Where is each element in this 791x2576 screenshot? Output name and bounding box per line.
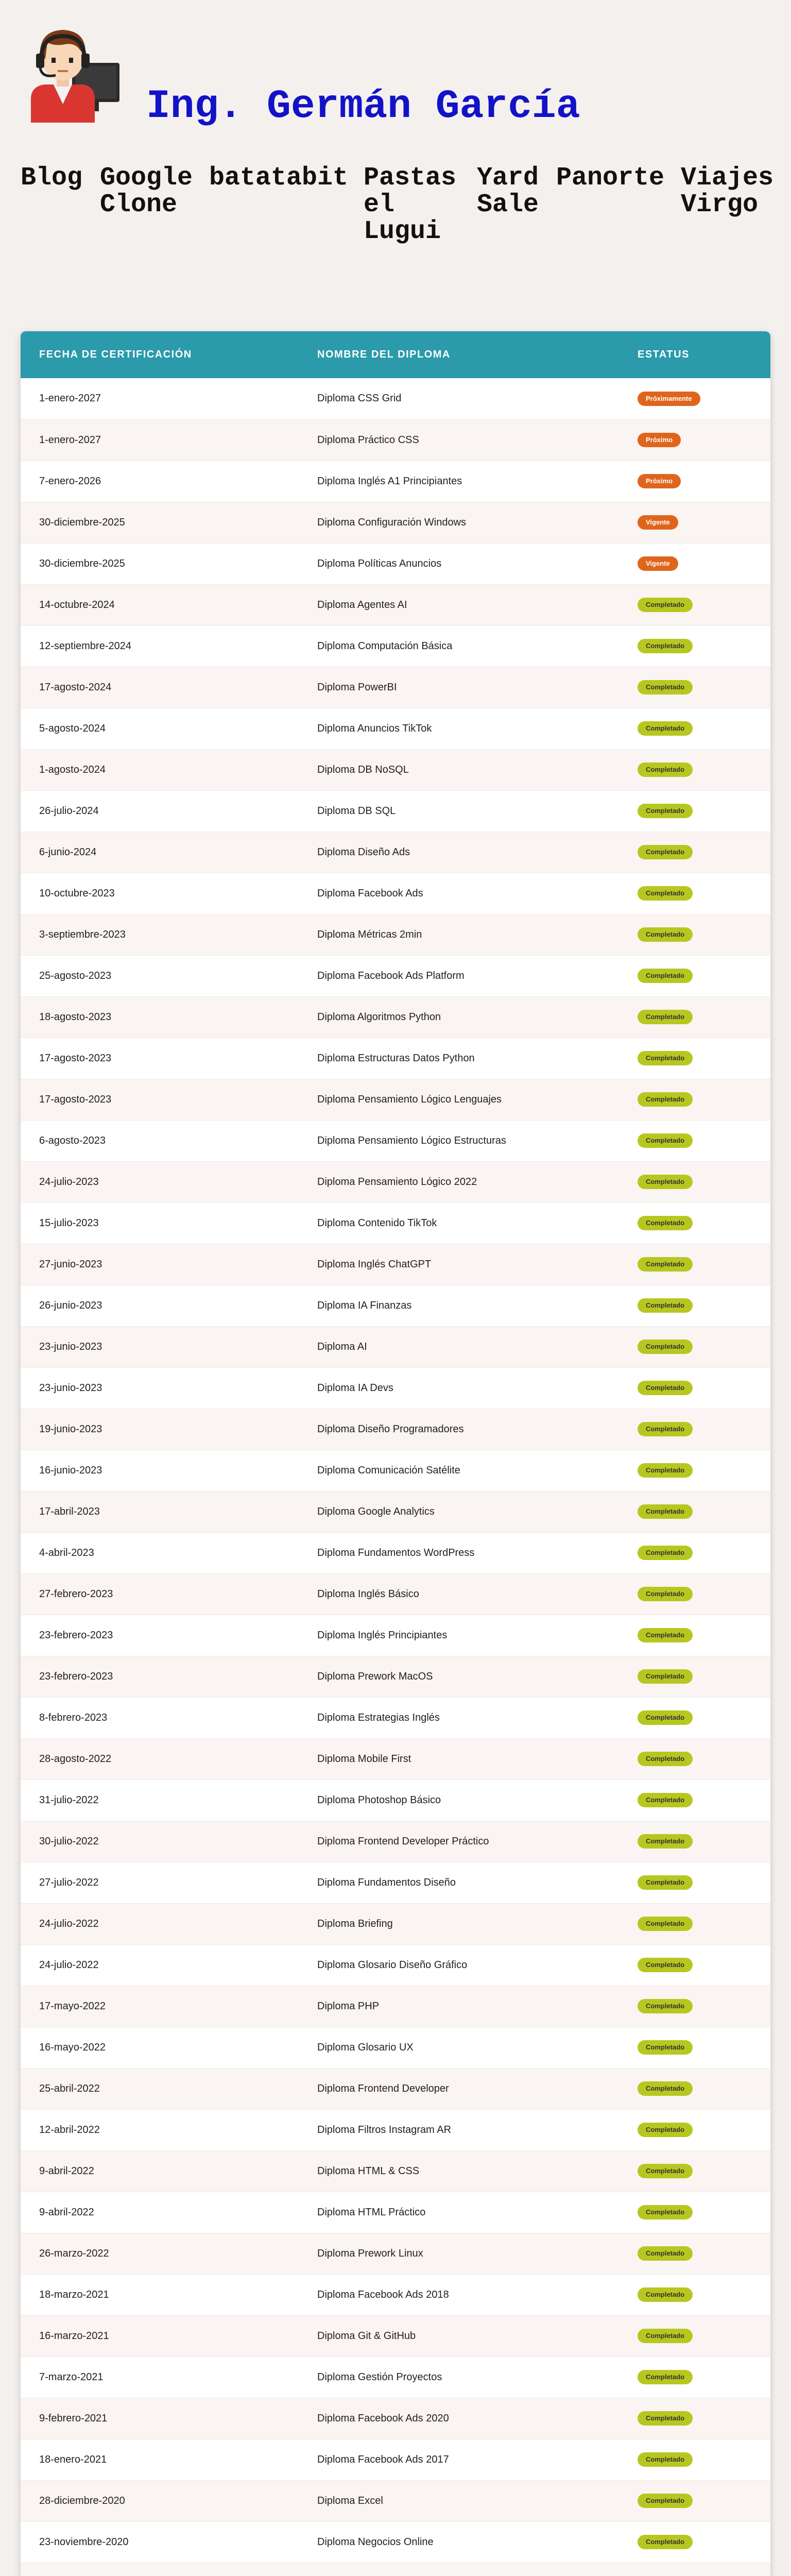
cell-status	[619, 996, 770, 1038]
status-badge: Completado	[638, 598, 693, 612]
status-badge: Completado	[638, 1504, 693, 1519]
table-row	[21, 1450, 770, 1491]
cell-diploma: Diploma Algoritmos Python	[299, 996, 619, 1038]
cell-diploma: Diploma AI	[299, 1326, 619, 1367]
cell-diploma: Diploma Estrategias Inglés	[299, 1697, 619, 1738]
table-row	[21, 543, 770, 584]
table-row	[21, 1780, 770, 1821]
site-header	[0, 0, 791, 309]
table-row	[21, 1656, 770, 1697]
cell-date	[21, 2563, 299, 2576]
table-row	[21, 832, 770, 873]
cell-diploma: Diploma Facebook Ads 2017	[299, 2439, 619, 2480]
cell-diploma: Diploma Facebook Ads Platform	[299, 955, 619, 996]
status-badge: Completado	[638, 886, 693, 901]
cell-diploma: Diploma Inglés A1 Principiantes	[299, 461, 619, 502]
cell-status	[619, 1244, 770, 1285]
cell-status	[619, 1697, 770, 1738]
status-badge: Completado	[638, 969, 693, 983]
status-badge: Completado	[638, 1216, 693, 1230]
cell-date: 30-diciembre-2025	[21, 543, 299, 584]
table-row	[21, 1409, 770, 1450]
cell-date: 23-junio-2023	[21, 1326, 299, 1367]
cell-status	[619, 419, 770, 461]
cell-date: 30-diciembre-2025	[21, 502, 299, 543]
cell-diploma: Diploma Frontend Developer	[299, 2068, 619, 2109]
main-nav	[0, 165, 791, 268]
cell-date: 16-junio-2023	[21, 1450, 299, 1491]
cell-status	[619, 2563, 770, 2576]
table-row	[21, 1491, 770, 1532]
table-row	[21, 625, 770, 667]
table-row	[21, 955, 770, 996]
status-badge: Completado	[638, 804, 693, 818]
cell-date: 16-mayo-2022	[21, 2027, 299, 2068]
table-row	[21, 378, 770, 419]
cell-status	[619, 1038, 770, 1079]
cell-date: 17-agosto-2023	[21, 1038, 299, 1079]
status-badge: Completado	[638, 2452, 693, 2467]
cell-diploma: Diploma Políticas Anuncios	[299, 543, 619, 584]
cell-status	[619, 1202, 770, 1244]
table-row	[21, 1120, 770, 1161]
cell-status	[619, 873, 770, 914]
table-row	[21, 1202, 770, 1244]
nav-link-blog[interactable]: Blog	[21, 163, 83, 193]
cell-status	[619, 2521, 770, 2563]
cell-status	[619, 1780, 770, 1821]
cell-status	[619, 914, 770, 955]
cell-status	[619, 2274, 770, 2315]
cell-date: 1-enero-2027	[21, 419, 299, 461]
status-badge: Completado	[638, 2329, 693, 2343]
cell-date: 23-febrero-2023	[21, 1656, 299, 1697]
status-badge: Completado	[638, 1628, 693, 1642]
cell-date: 30-julio-2022	[21, 1821, 299, 1862]
status-badge: Completado	[638, 1752, 693, 1766]
table-row	[21, 1821, 770, 1862]
cell-date: 15-julio-2023	[21, 1202, 299, 1244]
cell-date: 26-junio-2023	[21, 1285, 299, 1326]
cell-status	[619, 1821, 770, 1862]
cell-status	[619, 502, 770, 543]
cell-status	[619, 1326, 770, 1367]
cell-diploma: Diploma Prework MacOS	[299, 1656, 619, 1697]
table-row	[21, 2563, 770, 2576]
cell-diploma: Diploma Configuración Windows	[299, 502, 619, 543]
status-badge: Completado	[638, 2123, 693, 2137]
status-badge: Completado	[638, 1875, 693, 1890]
table-row	[21, 1697, 770, 1738]
status-badge: Próximamente	[638, 392, 700, 406]
status-badge: Completado	[638, 1834, 693, 1849]
status-badge: Completado	[638, 680, 693, 694]
cell-date: 31-julio-2022	[21, 1780, 299, 1821]
table-row	[21, 1573, 770, 1615]
cell-date: 3-septiembre-2023	[21, 914, 299, 955]
status-badge: Completado	[638, 1958, 693, 1972]
status-badge: Vigente	[638, 515, 678, 530]
status-badge: Completado	[638, 1710, 693, 1725]
cell-diploma: Diploma Inglés ChatGPT	[299, 1244, 619, 1285]
cell-status	[619, 2357, 770, 2398]
cell-date: 8-febrero-2023	[21, 1697, 299, 1738]
cell-status	[619, 1079, 770, 1120]
cell-status	[619, 1532, 770, 1573]
cell-diploma: Diploma Facebook Ads	[299, 873, 619, 914]
cell-date: 12-abril-2022	[21, 2109, 299, 2150]
nav-link-batatabit[interactable]: batatabit	[209, 163, 349, 193]
table-row	[21, 1038, 770, 1079]
status-badge: Completado	[638, 845, 693, 859]
cell-diploma: Diploma Briefing	[299, 1903, 619, 1944]
status-badge: Vigente	[638, 556, 678, 571]
cell-diploma: Diploma Comunicación Satélite	[299, 1450, 619, 1491]
status-badge: Completado	[638, 1917, 693, 1931]
cell-date: 18-agosto-2023	[21, 996, 299, 1038]
cell-diploma: Diploma Facebook Ads 2018	[299, 2274, 619, 2315]
cell-date: 18-marzo-2021	[21, 2274, 299, 2315]
cell-diploma: Diploma Glosario Diseño Gráfico	[299, 1944, 619, 1986]
status-badge: Completado	[638, 1257, 693, 1272]
table-row	[21, 2274, 770, 2315]
table-row	[21, 1738, 770, 1780]
cell-diploma: Diploma Inglés Básico	[299, 1573, 619, 1615]
table-header-row	[21, 331, 770, 378]
cell-status	[619, 667, 770, 708]
cell-date: 25-agosto-2023	[21, 955, 299, 996]
cell-date: 23-febrero-2023	[21, 1615, 299, 1656]
cell-status	[619, 1656, 770, 1697]
status-badge: Completado	[638, 1381, 693, 1395]
cell-status	[619, 2398, 770, 2439]
status-badge: Completado	[638, 2040, 693, 2055]
table-row	[21, 749, 770, 790]
cell-diploma: Diploma Fundamentos Diseño	[299, 1862, 619, 1903]
status-badge: Completado	[638, 1298, 693, 1313]
cell-status	[619, 1367, 770, 1409]
cell-date: 6-junio-2024	[21, 832, 299, 873]
cell-date: 17-agosto-2024	[21, 667, 299, 708]
status-badge: Completado	[638, 2370, 693, 2384]
cell-status	[619, 2068, 770, 2109]
cell-diploma: Diploma CSS Grid	[299, 378, 619, 419]
table-row	[21, 2233, 770, 2274]
cell-diploma: Diploma Anuncios TikTok	[299, 708, 619, 749]
status-badge: Completado	[638, 2535, 693, 2549]
table-row	[21, 2521, 770, 2563]
cell-date: 6-agosto-2023	[21, 1120, 299, 1161]
table-row	[21, 502, 770, 543]
cell-diploma: Diploma Prework Linux	[299, 2233, 619, 2274]
cell-diploma: Diploma Computación Básica	[299, 625, 619, 667]
cell-diploma: Diploma Pensamiento Lógico Lenguajes	[299, 1079, 619, 1120]
cell-diploma: Diploma PowerBI	[299, 667, 619, 708]
cell-status	[619, 2027, 770, 2068]
column-header-date: FECHA DE CERTIFICACIÓN	[39, 349, 192, 360]
status-badge: Completado	[638, 1546, 693, 1560]
table-row	[21, 1532, 770, 1573]
cell-diploma: Diploma Diseño Programadores	[299, 1409, 619, 1450]
cell-diploma: Diploma IA Devs	[299, 1367, 619, 1409]
cell-diploma: Diploma Pensamiento Lógico 2022	[299, 1161, 619, 1202]
cell-status	[619, 625, 770, 667]
developer-avatar-icon	[22, 22, 125, 125]
cell-status	[619, 1161, 770, 1202]
status-badge: Completado	[638, 2411, 693, 2426]
cell-status	[619, 584, 770, 625]
cell-date: 9-abril-2022	[21, 2150, 299, 2192]
cell-status	[619, 2315, 770, 2357]
cell-diploma: Diploma DB NoSQL	[299, 749, 619, 790]
table-row	[21, 2109, 770, 2150]
status-badge: Completado	[638, 1175, 693, 1189]
table-row	[21, 2027, 770, 2068]
cell-diploma: Diploma Excel	[299, 2480, 619, 2521]
status-badge: Completado	[638, 2081, 693, 2096]
table-row	[21, 2357, 770, 2398]
status-badge: Completado	[638, 2164, 693, 2178]
cell-diploma: Diploma Inglés Principiantes	[299, 1615, 619, 1656]
cell-diploma: Diploma Pensamiento Lógico Estructuras	[299, 1120, 619, 1161]
table-row	[21, 873, 770, 914]
cell-status	[619, 2192, 770, 2233]
cell-status	[619, 1409, 770, 1450]
cell-status	[619, 1285, 770, 1326]
cell-date: 24-julio-2023	[21, 1161, 299, 1202]
table-row	[21, 667, 770, 708]
cell-status	[619, 1986, 770, 2027]
cell-date: 19-junio-2023	[21, 1409, 299, 1450]
cell-date: 9-abril-2022	[21, 2192, 299, 2233]
table-row	[21, 461, 770, 502]
cell-diploma: Diploma Contenido TikTok	[299, 1202, 619, 1244]
cell-status	[619, 1450, 770, 1491]
cell-status	[619, 2480, 770, 2521]
table-row	[21, 2068, 770, 2109]
cell-diploma: Diploma Estructuras Datos Python	[299, 1038, 619, 1079]
status-badge: Próximo	[638, 433, 681, 447]
cell-status	[619, 708, 770, 749]
cell-date: 9-febrero-2021	[21, 2398, 299, 2439]
nav-link-panorte[interactable]: Panorte	[556, 163, 665, 193]
cell-date: 1-agosto-2024	[21, 749, 299, 790]
table-row	[21, 2315, 770, 2357]
cell-diploma: Diploma IA Finanzas	[299, 1285, 619, 1326]
table-row	[21, 1367, 770, 1409]
cell-diploma: Diploma Mobile First	[299, 1738, 619, 1780]
cell-status	[619, 749, 770, 790]
cell-date: 27-junio-2023	[21, 1244, 299, 1285]
status-badge: Completado	[638, 1340, 693, 1354]
table-row	[21, 2398, 770, 2439]
cell-status	[619, 1738, 770, 1780]
cell-date: 28-diciembre-2020	[21, 2480, 299, 2521]
table-row	[21, 1944, 770, 1986]
cell-status	[619, 1491, 770, 1532]
cell-status	[619, 2150, 770, 2192]
column-header-status: ESTATUS	[638, 349, 690, 360]
cell-diploma: Diploma Diseño Ads	[299, 832, 619, 873]
status-badge: Completado	[638, 1422, 693, 1436]
cell-date: 5-agosto-2024	[21, 708, 299, 749]
cell-date: 28-agosto-2022	[21, 1738, 299, 1780]
cell-diploma: Diploma Fundamentos WordPress	[299, 1532, 619, 1573]
status-badge: Completado	[638, 1010, 693, 1024]
table-row	[21, 1862, 770, 1903]
cell-date: 23-junio-2023	[21, 1367, 299, 1409]
table-row	[21, 1903, 770, 1944]
cell-status	[619, 1944, 770, 1986]
table-row	[21, 914, 770, 955]
cell-status	[619, 790, 770, 832]
status-badge: Completado	[638, 1669, 693, 1684]
nav-link-yard-sale[interactable]: Yard Sale	[477, 163, 539, 219]
status-badge: Completado	[638, 2287, 693, 2302]
status-badge: Completado	[638, 1463, 693, 1478]
table-row	[21, 1986, 770, 2027]
cell-diploma: Diploma PHP	[299, 1986, 619, 2027]
status-badge: Completado	[638, 1092, 693, 1107]
table-row	[21, 2150, 770, 2192]
cell-status	[619, 832, 770, 873]
cell-date: 17-agosto-2023	[21, 1079, 299, 1120]
cell-diploma: Diploma Frontend Developer Práctico	[299, 1821, 619, 1862]
cell-status	[619, 1573, 770, 1615]
table-row	[21, 1615, 770, 1656]
cell-date: 1-enero-2027	[21, 378, 299, 419]
cell-diploma: Diploma Photoshop Básico	[299, 1780, 619, 1821]
status-badge: Completado	[638, 2246, 693, 2261]
certifications-table-card	[21, 331, 770, 2576]
status-badge: Completado	[638, 721, 693, 736]
table-row	[21, 996, 770, 1038]
status-badge: Completado	[638, 1587, 693, 1601]
cell-status	[619, 1615, 770, 1656]
cell-date: 24-julio-2022	[21, 1944, 299, 1986]
cell-date: 17-mayo-2022	[21, 1986, 299, 2027]
table-row	[21, 790, 770, 832]
cell-date: 4-abril-2023	[21, 1532, 299, 1573]
cell-date: 10-octubre-2023	[21, 873, 299, 914]
cell-date: 7-enero-2026	[21, 461, 299, 502]
site-title: Ing. Germán García	[146, 84, 580, 129]
table-row	[21, 1244, 770, 1285]
cell-date: 12-septiembre-2024	[21, 625, 299, 667]
cell-status	[619, 955, 770, 996]
cell-status	[619, 1903, 770, 1944]
cell-date: 18-enero-2021	[21, 2439, 299, 2480]
table-row	[21, 1326, 770, 1367]
status-badge: Completado	[638, 2205, 693, 2219]
cell-diploma: Diploma Filtros Instagram AR	[299, 2109, 619, 2150]
table-row	[21, 2480, 770, 2521]
cell-date: 7-marzo-2021	[21, 2357, 299, 2398]
table-row	[21, 1285, 770, 1326]
column-header-diploma: NOMBRE DEL DIPLOMA	[317, 349, 451, 360]
cell-date: 27-julio-2022	[21, 1862, 299, 1903]
cell-status	[619, 2109, 770, 2150]
status-badge: Próximo	[638, 474, 681, 488]
status-badge: Completado	[638, 2494, 693, 2508]
table-row	[21, 584, 770, 625]
table-row	[21, 2439, 770, 2480]
cell-diploma: Diploma Git & GitHub	[299, 2315, 619, 2357]
status-badge: Completado	[638, 1999, 693, 2013]
cell-status	[619, 378, 770, 419]
cell-date: 24-julio-2022	[21, 1903, 299, 1944]
cell-diploma: Diploma Práctico CSS	[299, 419, 619, 461]
cell-diploma: Diploma HTML Práctico	[299, 2192, 619, 2233]
status-badge: Completado	[638, 639, 693, 653]
table-row	[21, 2192, 770, 2233]
cell-status	[619, 543, 770, 584]
table-body	[21, 378, 770, 2576]
status-badge: Completado	[638, 1793, 693, 1807]
cell-diploma	[299, 2563, 619, 2576]
cell-diploma: Diploma Métricas 2min	[299, 914, 619, 955]
cell-status	[619, 2233, 770, 2274]
cell-diploma: Diploma Agentes AI	[299, 584, 619, 625]
cell-status	[619, 2439, 770, 2480]
cell-diploma: Diploma Glosario UX	[299, 2027, 619, 2068]
cell-date: 17-abril-2023	[21, 1491, 299, 1532]
status-badge: Completado	[638, 762, 693, 777]
status-badge: Completado	[638, 1133, 693, 1148]
status-badge: Completado	[638, 1051, 693, 1065]
nav-link-pastas-el-lugui[interactable]: Pastas el Lugui	[364, 163, 457, 246]
cell-date: 26-julio-2024	[21, 790, 299, 832]
cell-date: 26-marzo-2022	[21, 2233, 299, 2274]
cell-status	[619, 461, 770, 502]
cell-diploma: Diploma Negocios Online	[299, 2521, 619, 2563]
status-badge: Completado	[638, 927, 693, 942]
table-row	[21, 1079, 770, 1120]
certifications-table	[21, 331, 770, 2576]
cell-diploma: Diploma Google Analytics	[299, 1491, 619, 1532]
cell-diploma: Diploma Facebook Ads 2020	[299, 2398, 619, 2439]
cell-date: 25-abril-2022	[21, 2068, 299, 2109]
nav-link-google-clone[interactable]: Google Clone	[100, 163, 193, 219]
cell-date: 27-febrero-2023	[21, 1573, 299, 1615]
cell-diploma: Diploma DB SQL	[299, 790, 619, 832]
cell-date: 14-octubre-2024	[21, 584, 299, 625]
cell-status	[619, 1862, 770, 1903]
cell-date: 16-marzo-2021	[21, 2315, 299, 2357]
cell-diploma: Diploma Gestión Proyectos	[299, 2357, 619, 2398]
table-row	[21, 708, 770, 749]
nav-link-viajes-virgo[interactable]: Viajes Virgo	[681, 163, 774, 219]
table-row	[21, 1161, 770, 1202]
cell-diploma: Diploma HTML & CSS	[299, 2150, 619, 2192]
table-row	[21, 419, 770, 461]
cell-status	[619, 1120, 770, 1161]
cell-date: 23-noviembre-2020	[21, 2521, 299, 2563]
